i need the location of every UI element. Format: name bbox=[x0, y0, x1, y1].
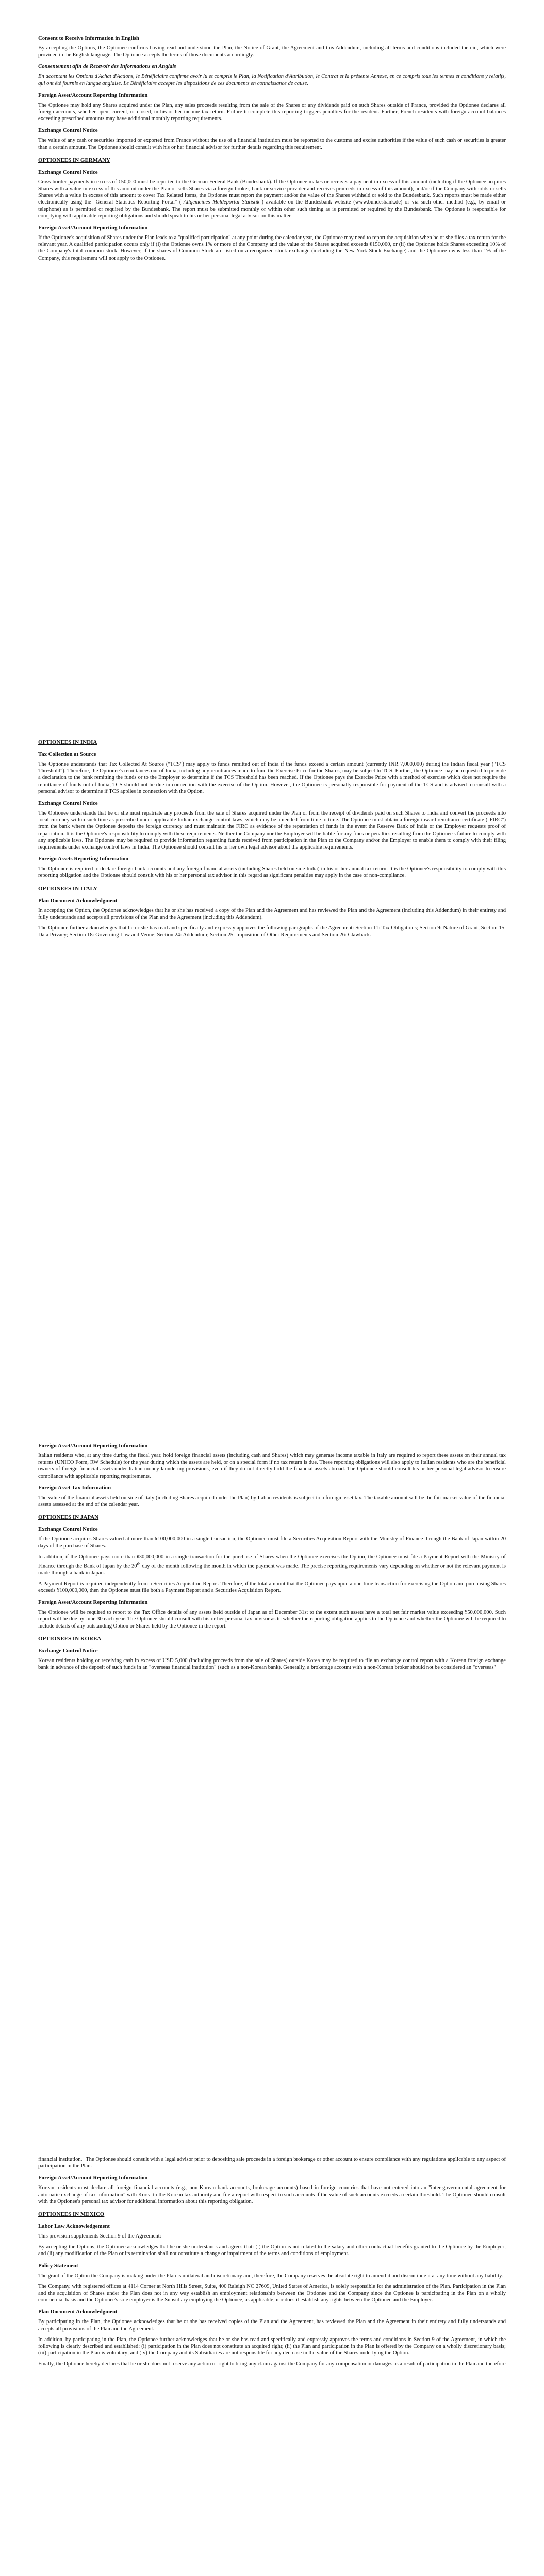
paragraph: A Payment Report is required independently from a Securities Acquisition Report. Therefore, if the total amount that the Optionee pays upon a one-time transaction for exercising the Option and purchasing Shares exceeds ¥100,000,000, then the Optionee must file both a Payment Report and a Securities Acquisition Report. bbox=[38, 1581, 506, 1594]
document-page-3 bbox=[0, 1406, 544, 2110]
country-heading: OPTIONEES IN KOREA bbox=[38, 1635, 102, 1642]
paragraph bbox=[38, 179, 506, 219]
paragraph: By accepting the Options, the Optionee confirms having read and understood the Plan, the Notice of Grant, the Agreement and this Addendum, including all terms and conditions included therein, which were provided in the English language. The Optionee accepts the terms of those documents accordingly. bbox=[38, 45, 506, 58]
paragraph: If the Optionee's acquisition of Shares under the Plan leads to a "qualified participation" at any point during the calendar year, the Optionee may need to report the acquisition when he or she files a tax return for the relevant year. A qualified participation occurs only if (i) the Optionee owns 1% or more of the Company and the value of the Shares acquired exceeds €150,000, or (ii) the Optionee holds Shares exceeding 10% of the Company's total common stock. However, if the shares of Common Stock are listed on a recognized stock exchange (including the New York Stock Exchange) and the Optionee owns less than 1% of the Company, this requirement will not apply to the Optionee. bbox=[38, 235, 506, 261]
paragraph: In accepting the Option, the Optionee acknowledges that he or she has received a copy of the Plan and the Agreement and has reviewed the Plan and the Agreement (including this Addendum) in their entirety and fully understands and accepts all provisions of the Plan and the Agreement (including this Addendum). bbox=[38, 907, 506, 920]
paragraph bbox=[38, 1554, 506, 1577]
country-heading: OPTIONEES IN INDIA bbox=[38, 739, 97, 745]
paragraph: The Optionee understands that he or she must repatriate any proceeds from the sale of Shares acquired under the Plan or from the receipt of dividends paid on such Shares to India and convert the proceeds into local currency within such time as prescribed under applicable Indian exchange control laws, which may be amended from time to time. The Optionee must obtain a foreign inward remittance certificate ("FIRC") from the bank where the Optionee deposits the foreign currency and must maintain the FIRC as evidence of the repatriation of funds in the event the Reserve Bank of India or the Employer requests proof of repatriation. It is the Optionee's responsibility to comply with these requirements. Neither the Company nor the Employer will be liable for any fines or penalties resulting from the Optionee's failure to comply with any applicable laws. The Optionee may be required to provide information regarding funds received from participation in the Plan to the Company and/or the Employer to enable them to comply with their filing requirements under exchange control laws in India. The Optionee should consult his or her own legal advisor about the applicable requirements. bbox=[38, 810, 506, 851]
country-heading: OPTIONEES IN GERMANY bbox=[38, 157, 110, 163]
document-page-4 bbox=[0, 2110, 544, 2576]
paragraph-text: Cross-border payments in excess of €50,000 must be reported to the German Federal Bank (Bundesbank). If the Optionee makes or receives a payment in excess of this amount (including if the Optionee acquires Shares with a value in excess of this amount under the Plan or sells Shares via a foreign broker, bank or service provider and receives proceeds in excess of this amount), and/or if the Company withholds or sells Shares with a value in excess of this amount to cover Tax Related Items, the Optionee must report the payment and/or the value of the Shares withheld or sold to the Bundesbank. Such reports must be made either electronically using the "General Statistics Reporting Portal" (" bbox=[38, 179, 506, 206]
country-heading: OPTIONEES IN JAPAN bbox=[38, 1514, 99, 1521]
paragraph: The value of any cash or securities imported or exported from France without the use of a financial institution must be reported to the customs and excise authorities if the value of such cash or securities is greater than a certain amount. The Optionee should consult with his or her financial advisor for further details regarding this requirement. bbox=[38, 138, 506, 150]
section-heading: Consent to Receive Information in English bbox=[38, 35, 139, 41]
section-heading: Consentement afin de Recevoir des Informations en Anglais bbox=[38, 63, 176, 70]
paragraph: Finally, the Optionee hereby declares that he or she does not reserve any action or right to bring any claim against the Company for any compensation or damages as a result of participation in the Plan and therefore bbox=[38, 2361, 506, 2367]
section-heading: Exchange Control Notice bbox=[38, 800, 98, 807]
section-heading: Foreign Asset/Account Reporting Information bbox=[38, 1443, 148, 1449]
paragraph: The Optionee will be required to report to the Tax Office details of any assets held outside of Japan as of December 31st to the extent such assets have a total net fair market value exceeding ¥50,000,000. Such report will be due by June 30 each year. The Optionee should consult with his or her personal tax advisor as to whether the reporting obligation applies to the Optionee and whether the Optionee will be required to include details of any outstanding Option or Shares held by the Optionee in the report. bbox=[38, 1609, 506, 1629]
section-heading: Foreign Asset Tax Information bbox=[38, 1484, 111, 1491]
paragraph: En acceptant les Options d'Achat d'Actions, le Bénéficiaire confirme avoir lu et compris le Plan, la Notification d'Attribution, le Contrat et la présente Annexe, en ce compris tous les termes et conditions y relatifs, qui ont été fournis en langue anglaise. Le Bénéficiaire accepte les dispositions de ces documents en connaissance de cause. bbox=[38, 74, 506, 87]
document-page-1 bbox=[0, 0, 544, 703]
country-heading: OPTIONEES IN MEXICO bbox=[38, 2211, 105, 2218]
section-heading: Foreign Asset/Account Reporting Information bbox=[38, 225, 148, 231]
section-heading: Plan Document Acknowledgment bbox=[38, 897, 118, 904]
paragraph: Italian residents who, at any time during the fiscal year, hold foreign financial assets (including cash and Shares) which may generate income taxable in Italy are required to report these assets on their annual tax returns (UNICO Form, RW Schedule) for the year during which the assets are held, or on a special form if no tax return is due. These reporting obligations will also apply to Italian residents who are the beneficial owners of foreign financial assets under Italian money laundering provisions, even if they do not directly hold the financial assets abroad. The Optionee should consult his or her personal legal advisor to ensure compliance with applicable reporting requirements. bbox=[38, 1453, 506, 1479]
paragraph: The Optionee further acknowledges that he or she has read and specifically and expressly approves the following paragraphs of the Agreement: Section 11: Tax Obligations; Section 9: Nature of Grant; Section 15: Data Privacy; Section 18: Governing Law and Venue; Section 24: Addendum; Section 25: Imposition of Other Requirements and Section 26: Clawback. bbox=[38, 925, 506, 938]
section-heading: Exchange Control Notice bbox=[38, 168, 98, 175]
section-heading: Foreign Asset/Account Reporting Information bbox=[38, 2175, 148, 2181]
country-heading: OPTIONEES IN ITALY bbox=[38, 885, 97, 892]
paragraph: The Optionee may hold any Shares acquired under the Plan, any sales proceeds resulting from the sale of the Shares or any dividends paid on such Shares outside of France, provided the Optionee declares all foreign accounts, whether open, current, or closed, in his or her income tax return. Failure to complete this reporting triggers penalties for the resident. Further, French residents with foreign account balances exceeding prescribed amounts may have additional monthly reporting requirements. bbox=[38, 102, 506, 122]
paragraph: The grant of the Option the Company is making under the Plan is unilateral and discretionary and, therefore, the Company reserves the absolute right to amend it and discontinue it at any time without any liability. bbox=[38, 2273, 503, 2279]
section-heading: Foreign Asset/Account Reporting Information bbox=[38, 92, 148, 98]
section-heading: Exchange Control Notice bbox=[38, 1526, 98, 1533]
paragraph-text: ") available on the Bundesbank website (www.bundesbank.de) or via such other method (e.g., by email or telephone) as is permitted or required by the Bundesbank. The report must be submitted monthly or within other such timing as is permitted or required by the Bundesbank. The Optionee is responsible for complying with applicable reporting obligations and should speak to his or her personal legal advisor on this matter. bbox=[38, 199, 506, 219]
section-heading: Policy Statement bbox=[38, 2262, 78, 2269]
section-heading: Foreign Asset/Account Reporting Information bbox=[38, 1599, 148, 1606]
paragraph-text: In addition, if the Optionee pays more than ¥30,000,000 in a single transaction for the purchase of Shares when the Optionee exercises the Option, the Optionee must file a Payment Report with the Ministry of Finance through the Bank of Japan by the 20 bbox=[38, 1554, 506, 1569]
paragraph-text-italic: Allgemeines Meldeportal Statistik bbox=[183, 199, 260, 206]
paragraph: By participating in the Plan, the Optionee acknowledges that he or she has received copies of the Plan and the Agreement, has reviewed the Plan and the Agreement in their entirety and fully understands and accepts all provisions of the Plan and the Agreement. bbox=[38, 2319, 506, 2332]
paragraph: The Optionee understands that Tax Collected At Source ("TCS") may apply to funds remitted out of India if the funds exceed a certain amount (currently INR 7,000,000) during the Indian fiscal year ("TCS Threshold"). Therefore, the Optionee's remittances out of India, including any remittances made to fund the Exercise Price for the Shares, may be subject to TCS. Further, the Optionee may be requested to provide a declaration to the bank remitting the funds or to the Employer to determine if the TCS Threshold has been reached. If the Optionee pays the Exercise Price with a method of exercise which does not require the remittance of funds out of India, TCS should not be due in connection with the exercise of the Option. However, the Optionee is personally responsible for payment of the TCS and is advised to consult with a personal advisor to determine if TCS applies in connection with the Option. bbox=[38, 761, 506, 794]
paragraph: Korean residents holding or receiving cash in excess of USD 5,000 (including proceeds from the sale of Shares) outside Korea may be required to file an exchange control report with a Korean foreign exchange bank in advance of the deposit of such funds in an "overseas financial institution" (such as a non-Korean bank). Generally, a brokerage account with a non-Korean broker should not be considered an "overseas" bbox=[38, 1657, 506, 1670]
paragraph: The Optionee is required to declare foreign bank accounts and any foreign financial assets (including Shares held outside India) in his or her annual tax return. It is the Optionee's responsibility to comply with this reporting obligation and the Optionee should consult with his or her personal tax advisor in this regard as significant penalties may apply in the case of non-compliance. bbox=[38, 866, 506, 879]
paragraph: The value of the financial assets held outside of Italy (including Shares acquired under the Plan) by Italian residents is subject to a foreign asset tax. The taxable amount will be the fair market value of the financial assets assessed at the end of the calendar year. bbox=[38, 1495, 506, 1508]
paragraph: In addition, by participating in the Plan, the Optionee further acknowledges that he or she has read and specifically and expressly approves the terms and conditions in Section 9 of the Agreement, in which the following is clearly described and established: (i) participation in the Plan does not constitute an acquired right; (ii) the Plan and participation in the Plan is offered by the Company on a wholly discretionary basis; (iii) participation in the Plan is voluntary; and (iv) the Company and its Subsidiaries are not responsible for any decrease in the value of the Shares underlying the Option. bbox=[38, 2336, 506, 2357]
section-heading: Tax Collection at Source bbox=[38, 751, 96, 757]
paragraph: financial institution." The Optionee should consult with a legal advisor prior to depositing sale proceeds in a foreign brokerage or other account to ensure compliance with any regulations applicable to any aspect of participation in the Plan. bbox=[38, 2157, 506, 2170]
section-heading: Exchange Control Notice bbox=[38, 127, 98, 134]
paragraph: This provision supplements Section 9 of the Agreement: bbox=[38, 2233, 161, 2240]
section-heading: Foreign Assets Reporting Information bbox=[38, 856, 129, 862]
section-heading: Labor Law Acknowledgement bbox=[38, 2223, 110, 2230]
ordinal-suffix: th bbox=[137, 1561, 141, 1566]
paragraph: If the Optionee acquires Shares valued at more than ¥100,000,000 in a single transaction, the Optionee must file a Securities Acquisition Report with the Ministry of Finance through the Bank of Japan within 20 days of the purchase of Shares. bbox=[38, 1536, 506, 1549]
paragraph-text: day of the month following the month in which the payment was made. The precise reporting requirements vary depending on whether or not the relevant payment is made through a bank in Japan. bbox=[38, 1563, 506, 1576]
section-heading: Exchange Control Notice bbox=[38, 1647, 98, 1654]
paragraph: The Company, with registered offices at 4114 Corner at North Hills Street, Suite, 400 Raleigh NC 27609, United States of America, is solely responsible for the administration of the Plan. Participation in the Plan and the acquisition of Shares under the Plan does not in any way establish an employment relationship between the Optionee and the Company since the Optionee is participating in the Plan on a wholly commercial basis and the Optionee's sole employer is the Subsidiary employing the Optionee, as applicable, nor does it establish any rights between the Optionee and the Employer. bbox=[38, 2283, 506, 2303]
document-page-2 bbox=[0, 703, 544, 1406]
paragraph: By accepting the Options, the Optionee acknowledges that he or she understands and agrees that: (i) the Option is not related to the salary and other contractual benefits granted to the Optionee by the Employer; and (ii) any modification of the Plan or its termination shall not constitute a change or impairment of the terms and conditions of employment. bbox=[38, 2244, 506, 2257]
paragraph: Korean residents must declare all foreign financial accounts (e.g., non-Korean bank accounts, brokerage accounts) based in foreign countries that have not entered into an "inter-governmental agreement for automatic exchange of tax information" with Korea to the Korean tax authority and file a report with respect to such accounts if the value of such accounts exceeds a certain threshold. The Optionee should consult with the Optionee's personal tax advisor for additional information about this reporting obligation. bbox=[38, 2185, 506, 2205]
section-heading: Plan Document Acknowledgment bbox=[38, 2309, 118, 2315]
